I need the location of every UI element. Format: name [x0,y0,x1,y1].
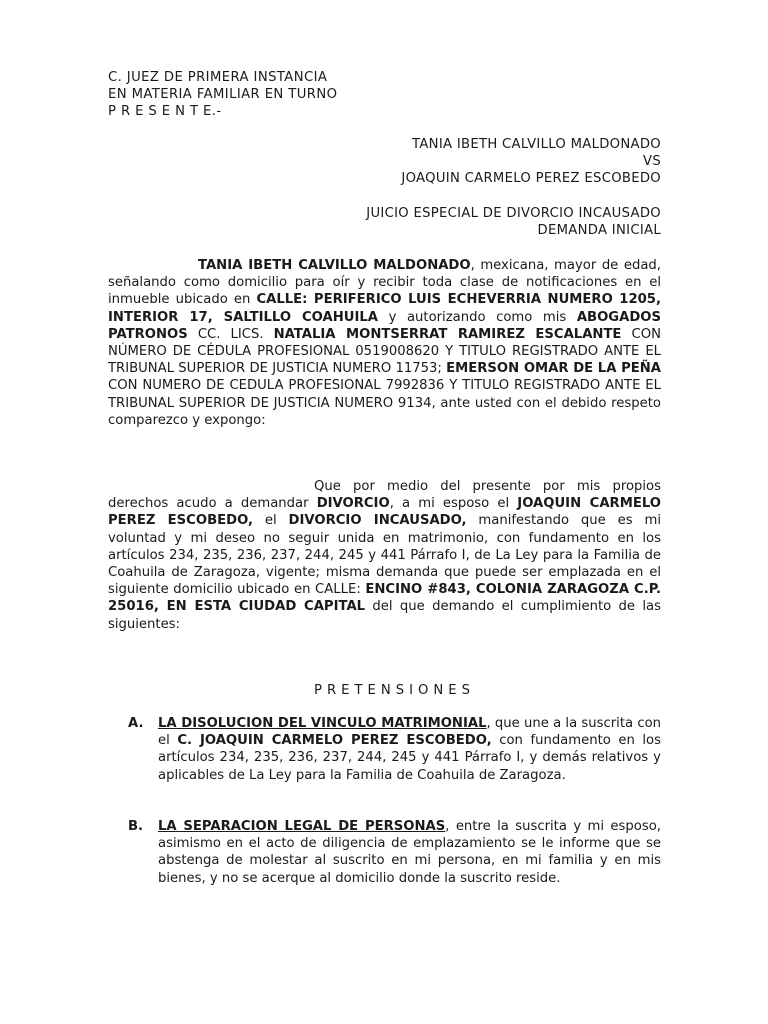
pretension-label: B. [128,819,144,834]
lawyer-1-name: NATALIA MONTSERRAT RAMIREZ ESCALANTE [273,326,622,342]
defendant-name: JOAQUIN CARMELO PEREZ ESCOBEDO [401,170,661,186]
lawyer-2-name: EMERSON OMAR DE LA PEÑA [446,361,661,377]
pretension-item [128,715,661,784]
plaintiff-name-bold: TANIA IBETH CALVILLO MALDONADO [198,258,471,273]
demand-paragraph: Que por medio del presente por mis propios derechos acudo a demandar DIVORCIO, a mi esposo el JOAQUIN CARMELO PEREZ ESCOBEDO, el DIVORCIO INCAUSADO, manifestando que es mi voluntad y mi deseo no seguir unida en matrimonio, con fundamento en los artículos 234, 235, 236, 237, 244, 245 y 441 Párrafo I, de La Ley para la Familia de Coahuila de Zaragoza, vigente; misma demanda que puede ser emplazada en el siguiente domicilio ubicado en CALLE: ENCINO #843, COLONIA ZARAGOZA C.P. 25016, EN ESTA CIUDAD CAPITAL del que demando el cumplimiento de las siguientes: [108,479,661,632]
addressee-line-judge: C. JUEZ DE PRIMERA INSTANCIA [108,70,328,85]
defendant-address-bold: ENCINO #843, COLONIA ZARAGOZA C.P. 25016, EN ESTA CIUDAD CAPITAL [108,582,661,615]
divorce-type-bold: DIVORCIO INCAUSADO, [288,513,467,529]
addressee-line-court: EN MATERIA FAMILIAR EN TURNO [108,86,338,102]
lawyers-label-bold: ABOGADOS PATRONOS [108,309,661,342]
parties-block [108,137,661,187]
address-bold: CALLE: PERIFERICO LUIS ECHEVERRIA NUMERO 1205, INTERIOR 17, SALTILLO COAHUILA [108,292,661,325]
case-type: JUICIO ESPECIAL DE DIVORCIO INCAUSADO [366,206,661,221]
addressee-line-present: P R E S E N T E.- [108,103,222,119]
pretension-title: LA DISOLUCION DEL VINCULO MATRIMONIAL [158,716,487,731]
pretensiones-heading: PRETENSIONES [314,683,475,698]
pretension-item [128,818,661,887]
intro-paragraph: TANIA IBETH CALVILLO MALDONADO, mexicana, mayor de edad, señalando como domicilio para oír y recibir toda clase de notificaciones en el inmueble ubicado en CALLE: PERIFERICO LUIS ECHEVERRIA NUMERO 1205, INTERIOR 17, SALTILLO COAHUILA y autorizando como mis ABOGADOS PATRONOS CC. LICS. NATALIA MONTSERRAT RAMIREZ ESCALANTE CON NÚMERO DE CÉDULA PROFESIONAL 0519008620 Y TITULO REGISTRADO ANTE EL TRIBUNAL SUPERIOR DE JUSTICIA NUMERO 11753; EMERSON OMAR DE LA PEÑA CON NUMERO DE CEDULA PROFESIONAL 7992836 Y TITULO REGISTRADO ANTE EL TRIBUNAL SUPERIOR DE JUSTICIA NUMERO 9134, ante usted con el debido respeto comparezco y expongo: [108,258,661,428]
pretension-title: LA SEPARACION LEGAL DE PERSONAS [158,819,446,834]
case-type-block [108,205,661,239]
pretension-label: A. [128,716,144,731]
plaintiff-name: TANIA IBETH CALVILLO MALDONADO [412,137,661,152]
defendant-name-bold: C. JOAQUIN CARMELO PEREZ ESCOBEDO, [177,733,492,749]
versus-label: VS [643,153,661,169]
divorce-bold: DIVORCIO [316,496,390,512]
pretension-text: LA DISOLUCION DEL VINCULO MATRIMONIAL, que une a la suscrita con el C. JOAQUIN CARMELO PEREZ ESCOBEDO, con fundamento en los artículos 234, 235, 236, 237, 244, 245 y 441 Párrafo I, y demás relativos y aplicables de La Ley para la Familia de Coahuila de Zaragoza. [158,716,661,783]
addressee-block [108,70,661,120]
defendant-name-bold: JOAQUIN CARMELO PEREZ ESCOBEDO, [108,496,661,529]
document-type: DEMANDA INICIAL [537,223,661,238]
pretension-text: LA SEPARACION LEGAL DE PERSONAS, entre la suscrita y mi esposo, asimismo en el acto de diligencia de emplazamiento se le informe que se abstenga de molestar al suscrito en mi persona, en mi familia y en mis bienes, y no se acerque al domicilio donde la suscrito reside. [158,819,661,886]
